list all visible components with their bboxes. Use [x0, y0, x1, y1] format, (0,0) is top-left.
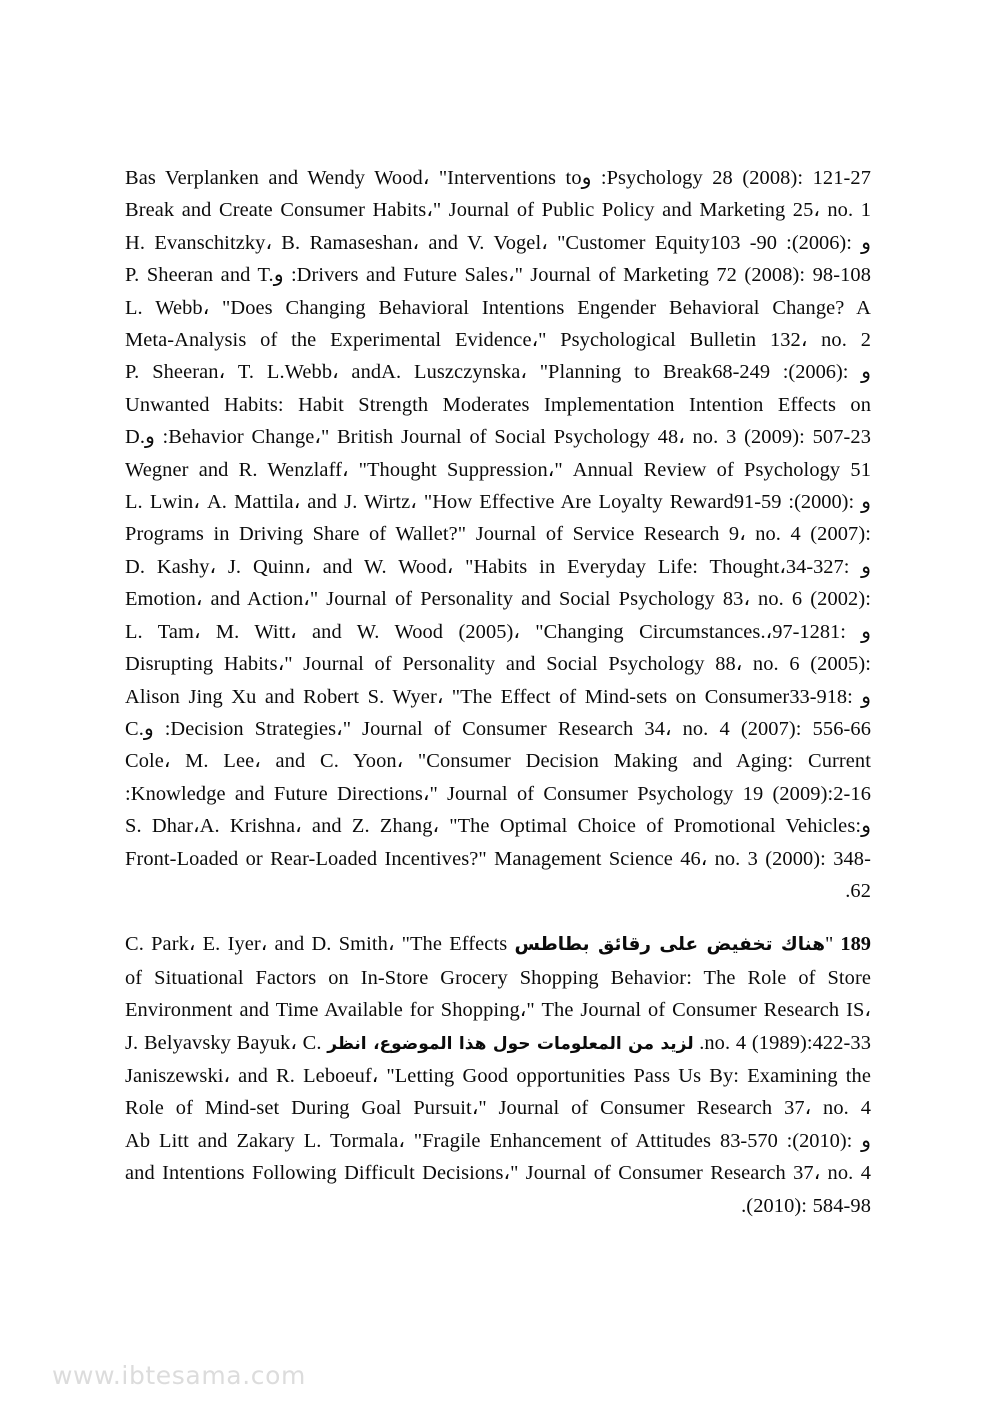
text-line: Disrupting Habits،" Journal of Personality and Social Psychology 88، no. 6 (2005):: [125, 653, 871, 676]
text-line: S. Dhar،A. Krishna، and Z. Zhang، "The Optimal Choice of Promotional Vehicles:و: [125, 815, 871, 838]
text-run: Janiszewski، and R. Leboeuf، "Letting Good opportunities Pass Us By: Examining the: [125, 1064, 871, 1087]
text-line: [125, 928, 871, 961]
endnotes-paragraph-2: [125, 928, 871, 1222]
text-line: Alison Jing Xu and Robert S. Wyer، "The Effect of Mind-sets on Consumerو :918-33: [125, 685, 871, 708]
text-line: L. Webb، "Does Changing Behavioral Intentions Engender Behavioral Change? A: [125, 296, 871, 319]
text-run: ": [824, 933, 841, 956]
text-run: Ab Litt and Zakary L. Tormala، "Fragile Enhancement of Attitudes و :(2010): 570-83: [125, 1129, 871, 1152]
text-run: J. Belyavsky Bayuk، C.: [125, 1031, 328, 1054]
text-line: Unwanted Habits: Habit Strength Moderates Implementation Intention Effects on: [125, 393, 871, 416]
text-line: Front-Loaded or Rear-Loaded Incentives?" Management Science 46، no. 3 (2000): 348-: [125, 847, 871, 870]
text-line: [125, 1060, 871, 1092]
text-line: C.و :Decision Strategies،" Journal of Consumer Research 34، no. 4 (2007): 556-66: [125, 717, 871, 740]
text-run: C. Park، E. Iyer، and D. Smith، "The Effects: [125, 933, 515, 956]
text-line: L. Lwin، A. Mattila، and J. Wirtz، "How Effective Are Loyalty Rewardو :(2000): 59-91: [125, 491, 872, 514]
text-line: Break and Create Consumer Habits،" Journal of Public Policy and Marketing 25، no. 1: [125, 199, 871, 222]
text-line: [125, 1092, 871, 1124]
site-watermark: www.ibtesama.com: [52, 1361, 306, 1390]
text-run: Role of Mind-set During Goal Pursuit،" Journal of Consumer Research 37، no. 4: [125, 1097, 871, 1120]
text-run: .no. 4 (1989):422-33: [693, 1031, 871, 1054]
text-line: D. Kashy، J. Quinn، and W. Wood، "Habits in Everyday Life: Thought،و :327-34: [125, 555, 871, 578]
text-line: H. Evanschitzky، B. Ramaseshan، and V. Vogel، "Customer Equityو :(2006): 90- 103: [125, 231, 872, 254]
text-line: [125, 1125, 871, 1157]
text-line: :Knowledge and Future Directions،" Journal of Consumer Psychology 19 (2009):2-16: [125, 782, 871, 805]
page-text-body: [125, 162, 871, 1222]
text-run: of Situational Factors on In-Store Grocery Shopping Behavior: The Role of Store: [125, 966, 871, 989]
arabic-phrase: لزيد من المعلومات حول هذا الموضوع، انظر: [327, 1033, 694, 1054]
text-run: Environment and Time Available for Shopping،" The Journal of Consumer Research IS،: [125, 999, 871, 1022]
text-line: [125, 1027, 871, 1060]
text-line: D.و :Behavior Change،" British Journal of Social Psychology 48، no. 3 (2009): 507-23: [125, 426, 871, 449]
text-run: and Intentions Following Difficult Decisions،" Journal of Consumer Research 37، no. 4: [125, 1162, 871, 1185]
text-line: P. Sheeran، T. L.Webb، andA. Luszczynska، "Planning to Breakو :(2006): 249-68: [125, 361, 872, 384]
text-line: Bas Verplanken and Wendy Wood، "Interventions toو :Psychology 28 (2008): 121-27: [125, 167, 871, 189]
text-line-trailing: .(2010): 584-98: [741, 1194, 871, 1217]
text-line: P. Sheeran and T.و :Drivers and Future Sales،" Journal of Marketing 72 (2008): 98-108: [125, 264, 871, 287]
text-line: [125, 962, 871, 994]
text-line-trailing: .62: [845, 879, 871, 902]
text-line: Wegner and R. Wenzlaff، "Thought Suppression،" Annual Review of Psychology 51: [125, 458, 871, 481]
arabic-phrase: هناك تخفيض على رقائق بطاطس: [514, 934, 825, 956]
text-line: [125, 1157, 871, 1189]
text-line: [125, 994, 871, 1026]
text-line: Programs in Driving Share of Wallet?" Journal of Service Research 9، no. 4 (2007):: [125, 523, 871, 546]
text-line: Cole، M. Lee، and C. Yoon، "Consumer Decision Making and Aging: Current: [125, 750, 871, 773]
note-number: 189: [840, 933, 871, 956]
text-line: Emotion، and Action،" Journal of Personality and Social Psychology 83، no. 6 (2002):: [125, 588, 871, 611]
text-line: L. Tam، M. Witt، and W. Wood (2005)، "Changing Circumstances.،و :1281-97: [125, 620, 872, 643]
text-line: Meta-Analysis of the Experimental Evidence،" Psychological Bulletin 132، no. 2: [125, 329, 871, 352]
endnotes-paragraph-1: [125, 162, 871, 907]
